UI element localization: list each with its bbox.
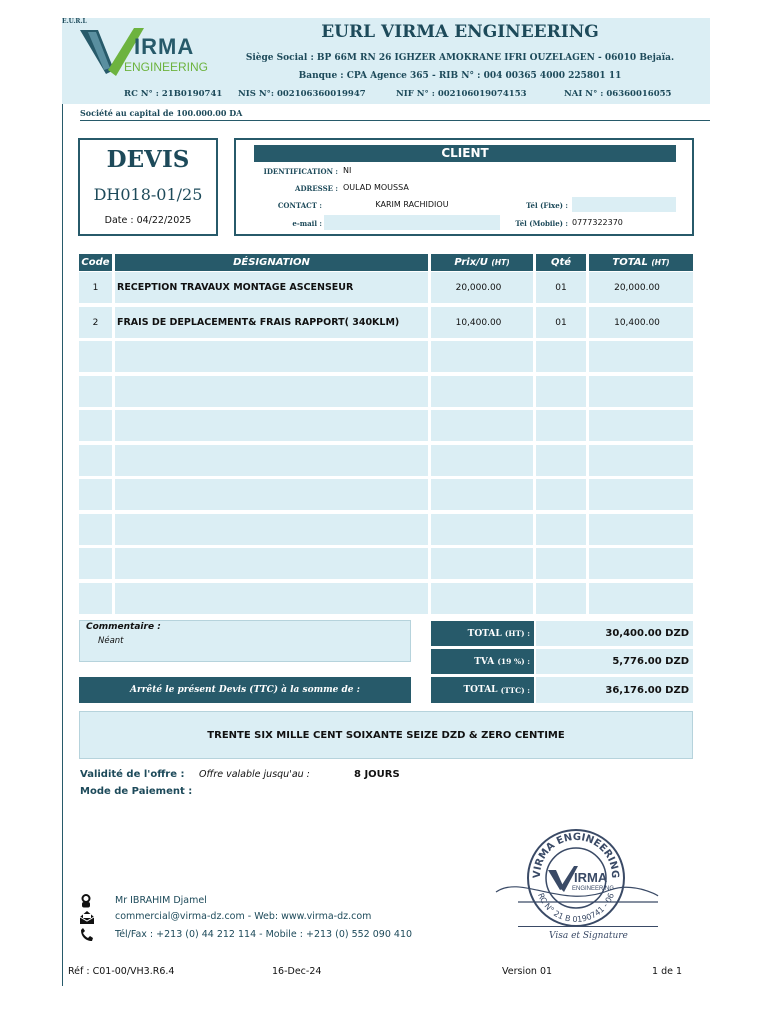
table-cell <box>589 341 693 372</box>
footer-version: Version 01 <box>502 966 553 977</box>
tva-value: 5,776.00 DZD <box>536 649 693 674</box>
email-label: e-mail : <box>292 219 322 228</box>
nif-number: NIF N° : 002106019074153 <box>396 89 527 99</box>
total-ht-value: 30,400.00 DZD <box>536 621 693 646</box>
row2-total: 10,400.00 <box>614 317 660 328</box>
visa-signature-label: Visa et Signature <box>549 931 628 941</box>
col-header-price-label: Prix/U <box>454 257 488 268</box>
row1-price: 20,000.00 <box>455 282 502 293</box>
table-cell <box>589 445 693 476</box>
row1-total: 20,000.00 <box>614 282 660 293</box>
row1-designation: RECEPTION TRAVAUX MONTAGE ASCENSEUR <box>117 282 354 293</box>
nis-number: NIS N°: 002106360019947 <box>238 89 366 99</box>
row1-code: 1 <box>92 282 99 293</box>
phone-icon <box>79 927 95 946</box>
col-header-code: Code <box>79 254 112 271</box>
client-header: CLIENT <box>254 145 676 162</box>
total-ttc-value: 36,176.00 DZD <box>536 677 693 703</box>
col-header-total-unit: (HT) <box>651 258 670 267</box>
footer-date: 16-Dec-24 <box>272 966 322 977</box>
footer-ref: Réf : C01-00/VH3.R6.4 <box>68 966 175 977</box>
table-cell <box>79 548 112 579</box>
row2-qty: 01 <box>555 317 567 328</box>
total-ttc-label <box>431 677 534 703</box>
capital-divider <box>80 120 710 121</box>
table-cell <box>79 410 112 441</box>
table-cell <box>115 410 428 441</box>
email-field[interactable] <box>324 215 500 230</box>
contact-value: KARIM RACHIDIOU <box>375 200 449 209</box>
left-margin-rule <box>62 104 63 986</box>
address-label: ADRESSE : <box>295 184 338 193</box>
company-logo <box>78 24 228 80</box>
tel-fixe-label: Tél (Fixe) : <box>526 201 568 210</box>
total-ttc-label-text: TOTAL <box>463 685 498 695</box>
devis-number: DH018-01/25 <box>93 185 203 204</box>
validity-text: Offre valable jusqu'au : <box>199 769 310 780</box>
table-cell <box>536 410 586 441</box>
table-cell <box>79 341 112 372</box>
table-cell <box>115 548 428 579</box>
table-cell <box>79 583 112 614</box>
row2-price: 10,400.00 <box>455 317 502 328</box>
table-cell <box>536 548 586 579</box>
col-header-total-label: TOTAL <box>612 257 648 268</box>
tel-mobile-label: Tél (Mobile) : <box>515 219 568 228</box>
table-cell <box>431 445 533 476</box>
table-cell <box>536 445 586 476</box>
table-cell <box>431 410 533 441</box>
table-cell <box>115 479 428 510</box>
table-cell <box>115 445 428 476</box>
tel-fixe-field[interactable] <box>572 197 676 212</box>
total-ht-label-text: TOTAL <box>467 628 502 639</box>
devis-title: DEVIS <box>106 146 190 173</box>
amount-in-words: TRENTE SIX MILLE CENT SOIXANTE SEIZE DZD & ZERO CENTIME <box>79 711 693 759</box>
tel-mobile-value: 0777322370 <box>572 218 623 227</box>
table-cell <box>115 376 428 407</box>
bank-line: Banque : CPA Agence 365 - RIB N° : 004 00365 4000 225801 11 <box>298 71 622 81</box>
address-value: OULAD MOUSSA <box>343 183 409 192</box>
logo-word: IRMA <box>134 34 195 59</box>
table-cell <box>536 583 586 614</box>
col-header-qty: Qté <box>536 254 586 271</box>
footer-page: 1 de 1 <box>652 966 683 977</box>
table-cell <box>589 548 693 579</box>
table-cell <box>79 376 112 407</box>
headquarters-line: Siège Social : BP 66M RN 26 IGHZER AMOKRANE IFRI OUZELAGEN - 06010 Bejaïa. <box>245 53 675 63</box>
row2-designation: FRAIS DE DEPLACEMENT& FRAIS RAPPORT( 340KLM) <box>117 317 400 328</box>
row2-code: 2 <box>92 317 99 328</box>
table-cell <box>431 514 533 545</box>
table-cell <box>431 341 533 372</box>
rc-number: RC N° : 21B0190741 <box>124 89 223 99</box>
total-ttc-label-unit: (TTC) : <box>500 685 530 695</box>
tva-label-text: TVA <box>474 656 495 667</box>
table-cell <box>79 479 112 510</box>
table-cell <box>115 583 428 614</box>
stamp-center-sub: ENGINEERING <box>572 886 615 892</box>
eurl-label: E.U.R.L <box>62 18 87 25</box>
company-capital: Société au capital de 100.000.00 DA <box>80 108 243 118</box>
col-header-price-unit: (HT) <box>491 258 510 267</box>
table-cell <box>589 479 693 510</box>
comment-label: Commentaire : <box>86 622 161 632</box>
contact-person: Mr IBRAHIM Djamel <box>115 895 207 906</box>
tva-label-unit: (19 %) : <box>497 657 530 666</box>
table-cell <box>431 479 533 510</box>
table-cell <box>79 514 112 545</box>
table-cell <box>589 410 693 441</box>
contact-email-web: commercial@virma-dz.com - Web: www.virma-dz.com <box>115 911 372 922</box>
total-ht-label-unit: (HT) : <box>504 629 530 638</box>
table-cell <box>536 514 586 545</box>
arrete-bar: Arrêté le présent Devis (TTC) à la somme de : <box>79 677 411 703</box>
table-cell <box>431 376 533 407</box>
contact-label: CONTACT : <box>277 201 322 210</box>
total-ht-label <box>431 621 534 646</box>
table-cell <box>431 583 533 614</box>
payment-label: Mode de Paiement : <box>80 786 193 797</box>
company-stamp <box>492 824 662 936</box>
contact-phones: Tél/Fax : +213 (0) 44 212 114 - Mobile : +213 (0) 552 090 410 <box>115 929 413 940</box>
comment-value: Néant <box>98 636 124 646</box>
identification-value: NI <box>343 166 352 175</box>
table-cell <box>79 445 112 476</box>
logo-sub: ENGINEERING <box>124 60 209 74</box>
stamp-bottom-text: RC N° 21 B 0190741 - 06 <box>536 891 616 925</box>
identification-label: IDENTIFICATION : <box>263 167 338 176</box>
table-cell <box>115 514 428 545</box>
table-cell <box>589 376 693 407</box>
signature-rule <box>518 926 658 927</box>
table-cell <box>431 548 533 579</box>
stamp-seal-icon <box>492 824 662 936</box>
tva-label <box>431 649 534 674</box>
col-header-designation: DÉSIGNATION <box>115 254 428 271</box>
validity-label: Validité de l'offre : <box>80 769 185 780</box>
col-header-price <box>431 254 533 271</box>
company-name: EURL VIRMA ENGINEERING <box>321 22 599 42</box>
table-cell <box>536 341 586 372</box>
table-cell <box>589 514 693 545</box>
stamp-top-text: VIRMA ENGINEERING <box>531 831 621 879</box>
devis-date: Date : 04/22/2025 <box>104 215 192 226</box>
validity-value: 8 JOURS <box>354 769 400 780</box>
table-cell <box>536 376 586 407</box>
table-cell <box>115 341 428 372</box>
table-cell <box>536 479 586 510</box>
table-cell <box>589 583 693 614</box>
nai-number: NAI N° : 06360016055 <box>564 89 672 99</box>
col-header-total <box>589 254 693 271</box>
row1-qty: 01 <box>555 282 567 293</box>
stamp-center-word: IRMA <box>574 870 608 885</box>
